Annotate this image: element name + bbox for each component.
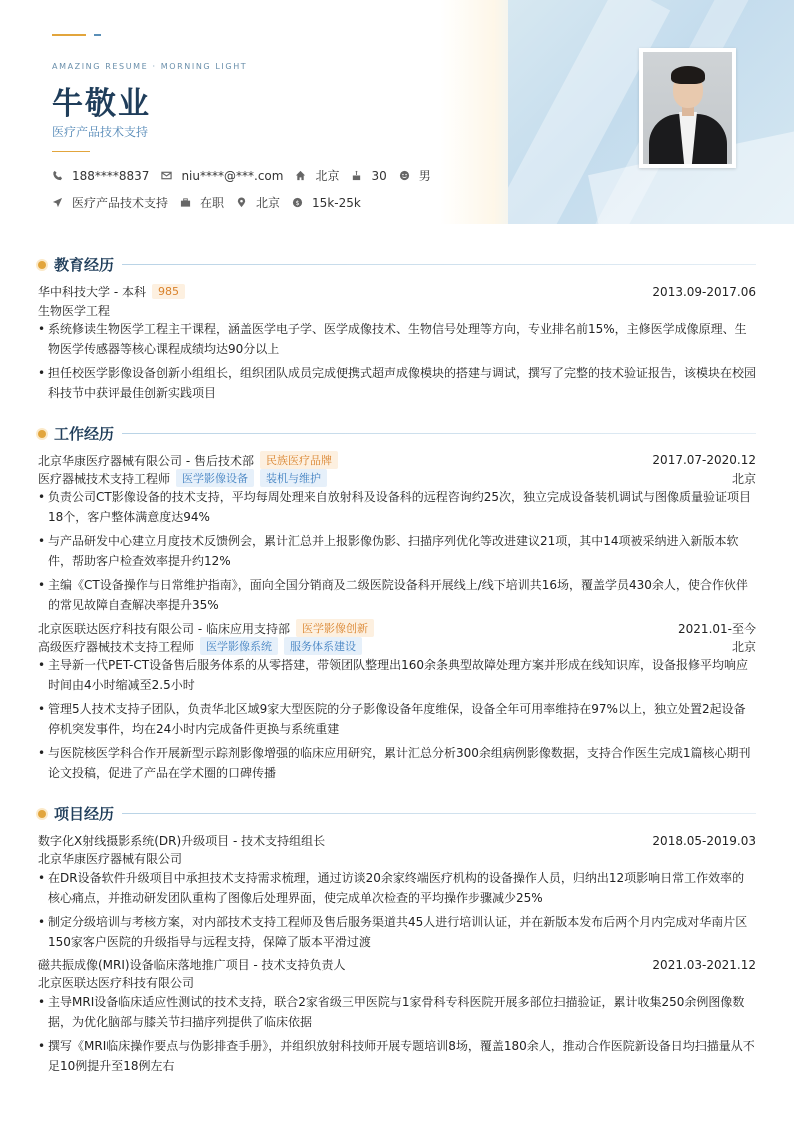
education-section-header — [38, 254, 756, 275]
education-date: 2013.09-2017.06 — [652, 284, 756, 299]
tagline: AMAZING RESUME · MORNING LIGHT — [52, 62, 248, 71]
work-section-header — [38, 423, 756, 444]
skill-tag: 装机与维护 — [260, 469, 327, 487]
projects-title: 项目经历 — [54, 805, 115, 823]
mail-icon — [161, 170, 172, 181]
project-name: 数字化X射线摄影系统(DR)升级项目 - 技术支持组组长 — [38, 834, 326, 848]
work-date: 2017.07-2020.12 — [652, 453, 756, 467]
project-item-header — [38, 956, 756, 973]
intent-status-text: 在职 — [200, 196, 225, 210]
work-role-row — [38, 637, 756, 655]
location-pin-icon — [236, 197, 247, 208]
work-bullet: • 主导新一代PET-CT设备售后服务体系的从零搭建，带领团队整理出160余条典型故障处理方案并形成在线知识库，设备报修平均响应时间由4小时缩减至2.5小时 — [38, 655, 756, 695]
work-role-row — [38, 469, 756, 487]
work-role: 高级医疗器械技术支持工程师 — [38, 639, 195, 654]
project-bullet: • 撰写《MRI临床操作要点与伪影排查手册》，并组织放射科技师开展专题培训8场，覆盖180余人，推动合作医院新设备日均扫描量从不足10例提升至18例左右 — [38, 1036, 756, 1076]
section-dot — [38, 261, 46, 269]
work-item-header — [38, 619, 756, 637]
work-date: 2021.01-至今 — [678, 621, 756, 636]
contact-row — [52, 167, 443, 184]
project-org-row — [38, 974, 756, 991]
work-bullet: • 负责公司CT影像设备的技术支持，平均每周处理来自放射科及设备科的远程咨询约25次，独立完成设备装机调试与图像质量验证项目18个，客户整体满意度达94% — [38, 487, 756, 527]
project-item-header — [38, 832, 756, 849]
briefcase-icon — [180, 197, 191, 208]
work-title: 工作经历 — [54, 425, 115, 443]
city-text: 北京 — [315, 169, 340, 183]
work-city: 北京 — [731, 471, 756, 486]
education-major-row — [38, 302, 756, 319]
intent-row — [52, 194, 373, 211]
section-dot — [38, 810, 46, 818]
work-item-header — [38, 451, 756, 469]
intent-city-text: 北京 — [256, 196, 281, 210]
gender-text: 男 — [418, 169, 431, 183]
smile-icon — [399, 170, 410, 181]
send-icon — [52, 197, 63, 208]
skill-tag: 医学影像系统 — [200, 637, 278, 655]
education-bullet: • 系统修读生物医学工程主干课程，涵盖医学电子学、医学成像技术、生物信号处理等方向，专业排名前15%，主修医学成像原理、生物医学传感器等核心课程成绩均达90分以上 — [38, 319, 756, 359]
project-bullet: • 制定分级培训与考核方案，对内部技术支持工程师及售后服务渠道共45人进行培训认证，并在新版本发布后两个月内完成对华南片区150家客户医院的升级指导与远程支持，保障了版本平滑过渡 — [38, 912, 756, 952]
project-org-row — [38, 850, 756, 867]
work-bullet: • 与医院核医学科合作开展新型示踪剂影像增强的临床应用研究，累计汇总分析300余组病例影像数据，支持合作医生完成1篇核心期刊论文投稿，促进了产品在学术圈的口碑传播 — [38, 743, 756, 783]
project-name: 磁共振成像(MRI)设备临床落地推广项目 - 技术支持负责人 — [38, 958, 346, 972]
section-rule — [122, 264, 756, 265]
name-divider — [52, 151, 90, 152]
intent-position-text: 医疗产品技术支持 — [72, 196, 169, 210]
project-org: 北京医联达医疗科技有限公司 — [38, 976, 195, 990]
company-name: 北京华康医疗器械有限公司 - 售后技术部 — [38, 453, 254, 468]
work-city: 北京 — [731, 639, 756, 654]
skill-tag: 服务体系建设 — [284, 637, 362, 655]
work-bullet: • 管理5人技术支持子团队，负责华北区域9家大型医院的分子影像设备年度维保，设备全年可用率维持在97%以上，独立处置2起设备停机突发事件，均在24小时内完成备件更换与系统重建 — [38, 699, 756, 739]
company-name: 北京医联达医疗科技有限公司 - 临床应用支持部 — [38, 621, 290, 636]
section-rule — [122, 433, 756, 434]
work-role: 医疗器械技术支持工程师 — [38, 471, 171, 486]
cake-icon — [351, 170, 362, 181]
svg-text:$: $ — [295, 198, 300, 207]
school-name: 华中科技大学 - 本科 — [38, 285, 146, 299]
profile-photo — [639, 48, 736, 168]
skill-tag: 医学影像设备 — [176, 469, 254, 487]
projects-section-header — [38, 803, 756, 824]
home-icon — [295, 170, 306, 181]
work-bullet: • 主编《CT设备操作与日常维护指南》，面向全国分销商及二级医院设备科开展线上/线下培训共16场，覆盖学员430余人，使合作伙伴的常见故障自查解决率提升35% — [38, 575, 756, 615]
project-bullet: • 主导MRI设备临床适应性测试的技术支持，联合2家省级三甲医院与1家骨科专科医院开展多部位扫描验证，累计收集250余例图像数据，为优化脑部与膝关节扫描序列提供了临床依据 — [38, 992, 756, 1032]
coin-icon — [292, 197, 303, 208]
project-org: 北京华康医疗器械有限公司 — [38, 852, 183, 866]
school-tag: 985 — [152, 284, 185, 299]
education-bullet: • 担任校医学影像设备创新小组组长，组织团队成员完成便携式超声成像模块的搭建与调试，撰写了完整的技术验证报告，该模块在校园科技节中获评最佳创新实践项目 — [38, 363, 756, 403]
job-title: 医疗产品技术支持 — [52, 125, 149, 139]
email-text: niu****@***.com — [181, 168, 284, 183]
intent-salary-text: 15k-25k — [312, 195, 361, 210]
phone-text: 188****8837 — [72, 168, 150, 183]
section-dot — [38, 430, 46, 438]
project-bullet: • 在DR设备软件升级项目中承担技术支持需求梳理，通过访谈20余家终端医疗机构的设备操作人员，归纳出12项影响日常工作效率的核心痛点，并推动研发团队重构了图像后处理界面，使完成单次检查的平均操作步骤减少25% — [38, 868, 756, 908]
portrait-image — [643, 52, 732, 164]
project-date: 2021.03-2021.12 — [652, 957, 756, 972]
education-item-header — [38, 283, 756, 300]
section-rule — [122, 813, 756, 814]
phone-icon — [52, 170, 63, 181]
company-tag: 民族医疗品牌 — [260, 451, 338, 469]
work-bullet: • 与产品研发中心建立月度技术反馈例会，累计汇总并上报影像伪影、扫描序列优化等改进建议21项，其中14项被采纳进入新版本软件，帮助客户检查效率提升约12% — [38, 531, 756, 571]
candidate-name: 牛敬业 — [52, 86, 151, 122]
age-text: 30 — [371, 168, 387, 183]
company-tag: 医学影像创新 — [296, 619, 374, 637]
education-major: 生物医学工程 — [38, 304, 111, 318]
project-date: 2018.05-2019.03 — [652, 833, 756, 848]
education-title: 教育经历 — [54, 256, 115, 274]
